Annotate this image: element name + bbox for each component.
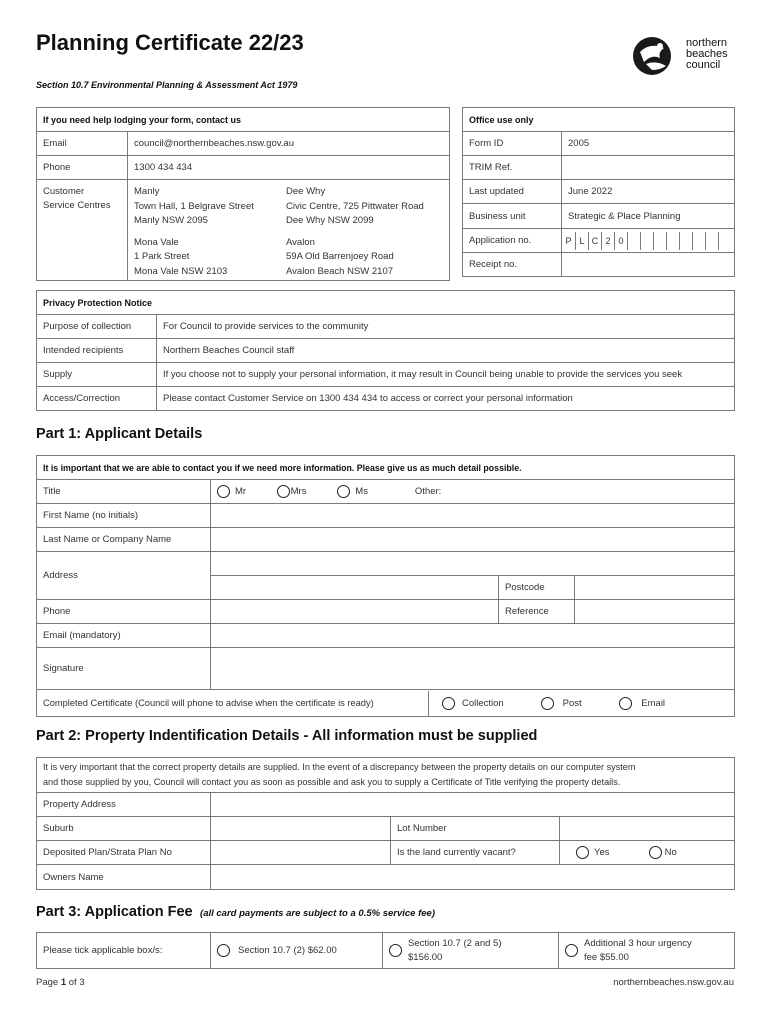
appno-box[interactable] (653, 232, 666, 250)
privacy-row-value: If you choose not to supply your personal information, it may result in Council being unable to provide the services you seek (157, 363, 735, 387)
trim-label: TRIM Ref. (463, 156, 562, 180)
deposited-plan-label: Deposited Plan/Strata Plan No (37, 841, 211, 865)
privacy-row-label: Access/Correction (37, 387, 157, 411)
page-number: Page 1 of 3 (36, 977, 85, 988)
contact-header: If you need help lodging your form, contact us (37, 108, 450, 132)
appno-box[interactable] (666, 232, 679, 250)
vacant-option-no[interactable]: No (649, 847, 677, 858)
tick-label: Please tick applicable box/s: (37, 933, 211, 969)
title-option-mrs[interactable]: Mrs (277, 485, 335, 498)
vacant-option-yes[interactable]: Yes (576, 846, 646, 859)
part2-heading: Part 2: Property Indentification Details - All information must be supplied (36, 728, 538, 744)
appno-char: L (575, 232, 588, 250)
radio-icon[interactable] (389, 944, 402, 957)
radio-icon[interactable] (277, 485, 290, 498)
appno-char: C (588, 232, 601, 250)
phone-field[interactable] (211, 600, 499, 624)
lot-number-label: Lot Number (391, 817, 560, 841)
owners-name-field[interactable] (211, 865, 735, 890)
postcode-field[interactable] (575, 576, 735, 600)
last-name-field[interactable] (211, 528, 735, 552)
footer-website[interactable]: northernbeaches.nsw.gov.au (613, 977, 734, 988)
privacy-header: Privacy Protection Notice (37, 291, 735, 315)
reference-label: Reference (499, 600, 575, 624)
part3-heading-row (36, 903, 435, 921)
property-table (36, 757, 735, 890)
privacy-row-label: Supply (37, 363, 157, 387)
centre-monavale: Mona Vale 1 Park Street Mona Vale NSW 2103 (134, 236, 228, 277)
email-field[interactable] (211, 624, 735, 648)
part1-heading: Part 1: Applicant Details (36, 426, 203, 442)
first-name-field[interactable] (211, 504, 735, 528)
title-label: Title (37, 480, 211, 504)
title-option-ms[interactable]: Ms (337, 485, 412, 498)
applicant-table (36, 455, 735, 717)
logo-text-line1: northern (686, 37, 727, 49)
signature-label: Signature (37, 648, 211, 690)
vacant-label: Is the land currently vacant? (391, 841, 560, 865)
privacy-row-label: Intended recipients (37, 339, 157, 363)
council-logo-icon (630, 34, 682, 80)
title-other-label: Other: (414, 486, 442, 498)
title-option-mr[interactable]: Mr (217, 485, 274, 498)
centres-label: Customer Service Centres (37, 180, 128, 281)
phone-label: Phone (37, 600, 211, 624)
reference-field[interactable] (575, 600, 735, 624)
suburb-label: Suburb (37, 817, 211, 841)
appno-field[interactable] (562, 229, 735, 253)
unit-label: Business unit (463, 204, 562, 229)
centre-avalon: Avalon 59A Old Barrenjoey Road Avalon Beach NSW 2107 (286, 236, 394, 277)
last-name-label: Last Name or Company Name (37, 528, 211, 552)
delivery-option-collection[interactable]: Collection (442, 697, 538, 710)
radio-icon[interactable] (649, 846, 662, 859)
form-id-label: Form ID (463, 132, 562, 156)
radio-icon[interactable] (576, 846, 589, 859)
form-id-value: 2005 (562, 132, 735, 156)
updated-value: June 2022 (562, 180, 735, 204)
updated-label: Last updated (463, 180, 562, 204)
postcode-label: Postcode (499, 576, 575, 600)
radio-icon[interactable] (442, 697, 455, 710)
privacy-row-value: Please contact Customer Service on 1300 434 434 to access or correct your personal information (157, 387, 735, 411)
completed-label: Completed Certificate (Council will phone to advise when the certificate is ready) (37, 691, 429, 716)
deposited-plan-field[interactable] (211, 841, 391, 865)
privacy-row-value: For Council to provide services to the community (157, 315, 735, 339)
email-label: Email (mandatory) (37, 624, 211, 648)
appno-char: P (565, 235, 572, 246)
phone-value: 1300 434 434 (128, 156, 450, 180)
appno-char: 2 (601, 232, 614, 250)
fee-table (36, 932, 735, 969)
centres-list (128, 180, 450, 281)
appno-label: Application no. (463, 229, 562, 253)
appno-box[interactable] (627, 232, 640, 250)
privacy-row-label: Purpose of collection (37, 315, 157, 339)
appno-box[interactable] (718, 232, 731, 250)
delivery-option-email[interactable]: Email (619, 698, 665, 709)
signature-field[interactable] (211, 648, 735, 690)
part3-heading-note: (all card payments are subject to a 0.5% service fee) (200, 908, 436, 919)
suburb-field[interactable] (211, 817, 391, 841)
appno-box[interactable] (679, 232, 692, 250)
office-use-table (462, 107, 735, 277)
email-label: Email (37, 132, 128, 156)
radio-icon[interactable] (565, 944, 578, 957)
radio-icon[interactable] (337, 485, 350, 498)
phone-label: Phone (37, 156, 128, 180)
council-logo (630, 34, 735, 78)
receipt-field[interactable] (562, 253, 735, 277)
fee-option-urgency[interactable]: Additional 3 hour urgency fee $55.00 (559, 933, 735, 969)
receipt-label: Receipt no. (463, 253, 562, 277)
part2-note: It is very important that the correct property details are supplied. In the event of a discrepancy between the property details on our computer system and those supplied by you, Council will contact you as soon as possible and ask you to supply a Certificate of Title verifying the property details. (37, 758, 735, 793)
logo-text-line3: council (686, 59, 721, 71)
delivery-option-post[interactable]: Post (541, 697, 617, 710)
page-subtitle: Section 10.7 Environmental Planning & Assessment Act 1979 (36, 80, 298, 90)
radio-icon[interactable] (541, 697, 554, 710)
radio-icon[interactable] (217, 944, 230, 957)
radio-icon[interactable] (217, 485, 230, 498)
address-field[interactable] (211, 552, 735, 576)
address-label: Address (37, 552, 211, 600)
fee-option-10-7-2-5[interactable]: Section 10.7 (2 and 5) $156.00 (383, 933, 559, 969)
privacy-row-value: Northern Beaches Council staff (157, 339, 735, 363)
lot-number-field[interactable] (560, 817, 735, 841)
unit-value: Strategic & Place Planning (562, 204, 735, 229)
title-options (211, 480, 735, 504)
centre-manly: Manly Town Hall, 1 Belgrave Street Manly NSW 2095 (134, 186, 254, 226)
email-value[interactable]: council@northernbeaches.nsw.gov.au (128, 132, 450, 156)
privacy-table (36, 290, 735, 411)
logo-text-line2: beaches (686, 48, 728, 60)
part3-heading: Part 3: Application Fee (36, 904, 193, 920)
centre-deewhy: Dee Why Civic Centre, 725 Pittwater Road Dee Why NSW 2099 (286, 186, 424, 226)
page-title: Planning Certificate 22/23 (36, 30, 304, 55)
appno-box[interactable] (705, 232, 718, 250)
property-address-field[interactable] (211, 793, 735, 817)
part1-note: It is important that we are able to contact you if we need more information. Please give us as much detail possible. (37, 456, 735, 480)
appno-box[interactable] (640, 232, 653, 250)
address-field-2[interactable] (211, 576, 499, 600)
trim-field[interactable] (562, 156, 735, 180)
property-address-label: Property Address (37, 793, 211, 817)
appno-box[interactable] (692, 232, 705, 250)
appno-char: 0 (614, 232, 627, 250)
contact-table (36, 107, 450, 281)
radio-icon[interactable] (619, 697, 632, 710)
office-header: Office use only (463, 108, 735, 132)
fee-option-10-7-2[interactable]: Section 10.7 (2) $62.00 (211, 933, 383, 969)
vacant-options (560, 841, 735, 865)
owners-name-label: Owners Name (37, 865, 211, 890)
first-name-label: First Name (no initials) (37, 504, 211, 528)
